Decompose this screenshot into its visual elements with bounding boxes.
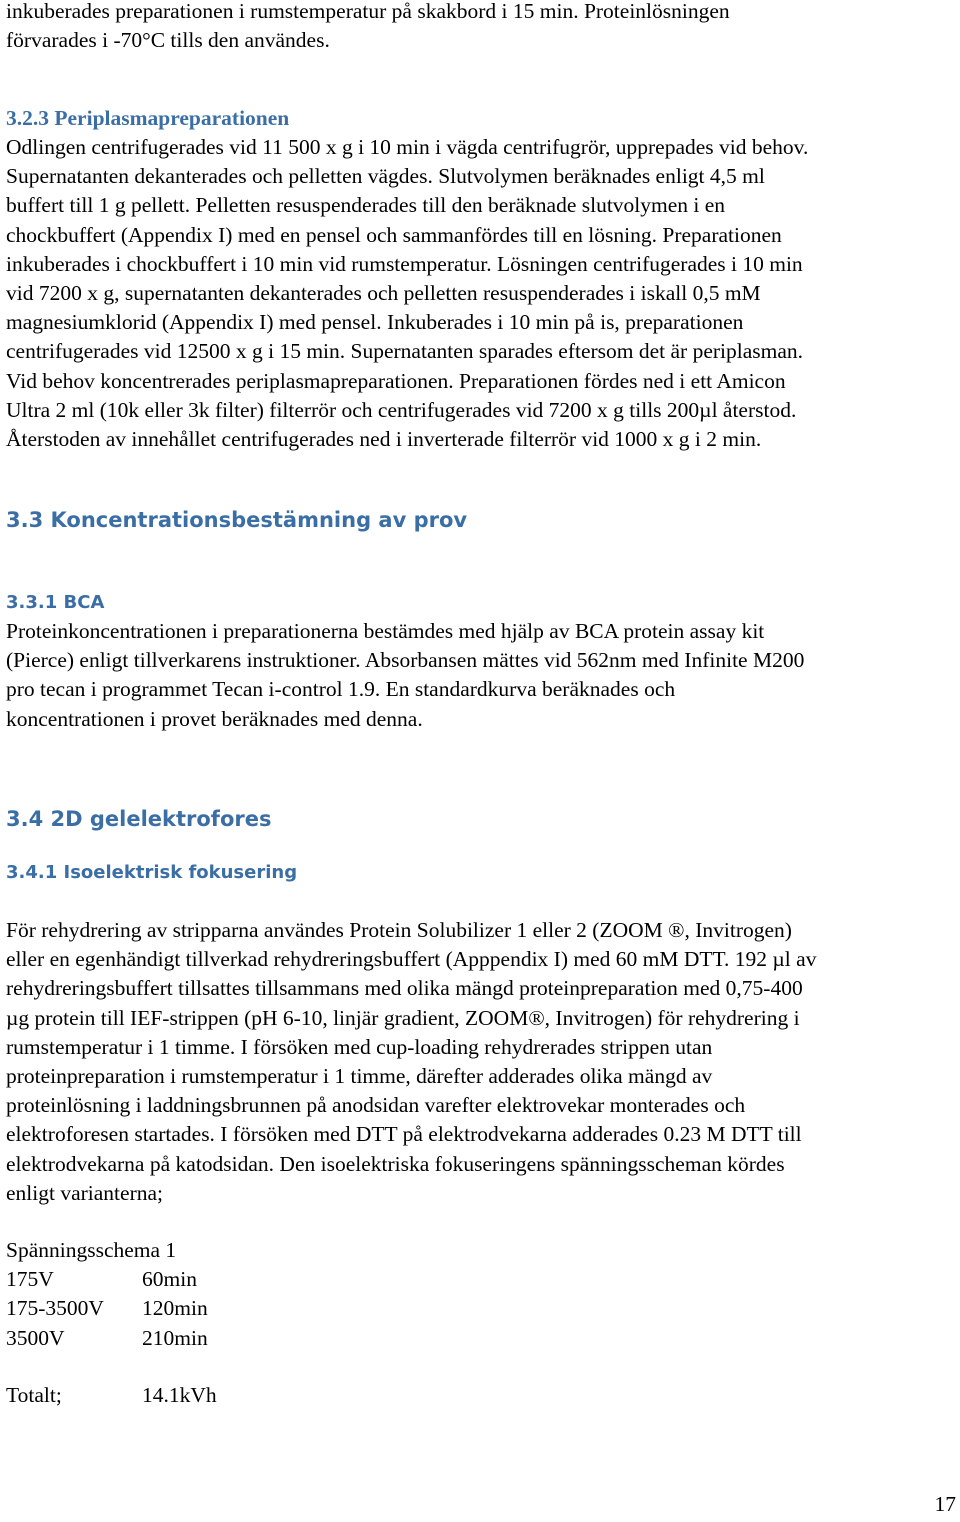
total-value: 14.1kVh (142, 1383, 217, 1407)
schedule-voltage: 3500V (6, 1325, 65, 1350)
text-line: elektrodvekarna på katodsidan. Den isoelektriska fokuseringens spänningsscheman kördes (6, 1151, 785, 1176)
schedule-total (6, 1381, 956, 1410)
text-line: koncentrationen i provet beräknades med denna. (6, 706, 423, 731)
section-3-4 (6, 805, 956, 834)
schedule-time: 60min (142, 1267, 197, 1292)
schedule-voltage: 175-3500V (6, 1296, 104, 1321)
text-line: Återstoden av innehållet centrifugerades ned i inverterade filterrör vid 1000 x g i 2 min. (6, 427, 762, 452)
schedule-time: 210min (142, 1325, 208, 1350)
text-line: magnesiumklorid (Appendix I) med pensel. Inkuberades i 10 min på is, preparationen (6, 310, 744, 335)
text-line: inkuberades preparationen i rumstemperatur på skakbord i 15 min. Proteinlösningen (6, 0, 730, 23)
text-line: pro tecan i programmet Tecan i-control 1.9. En standardkurva beräknades och (6, 677, 676, 702)
section-heading: 3.3.1 BCA (6, 592, 105, 613)
text-line: rehydreringsbuffert tillsattes tillsammans med olika mängd proteinpreparation med 0,75-400 (6, 976, 803, 1001)
section-heading: 3.2.3 Periplasmapreparationen (6, 106, 290, 130)
text-line: Vid behov koncentrerades periplasmapreparationen. Preparationen fördes ned i ett Amicon (6, 368, 786, 393)
section-3-2-3 (6, 104, 956, 454)
intro-paragraph (6, 0, 956, 55)
section-3-3-1 (6, 588, 956, 734)
text-line: Proteinkoncentrationen i preparationerna bestämdes med hjälp av BCA protein assay kit (6, 619, 765, 643)
schedule-row (6, 1294, 956, 1323)
text-line: buffert till 1 g pellett. Pelletten resuspenderades till den beräknade slutvolymen i en (6, 193, 726, 218)
text-line: (Pierce) enligt tillverkarens instruktioner. Absorbansen mättes vid 562nm med Infinite M200 (6, 648, 805, 673)
text-line: vid 7200 x g, supernatanten dekanterades och pelletten resuspenderades i iskall 0,5 mM (6, 281, 761, 306)
schedule-row (6, 1324, 956, 1353)
section-3-4-1-body (6, 916, 956, 1208)
voltage-schedule (6, 1236, 956, 1353)
text-line: centrifugerades vid 12500 x g i 15 min. Supernatanten sparades eftersom det är periplasman. (6, 339, 804, 364)
text-line: enligt varianterna; (6, 1180, 163, 1205)
text-line: Supernatanten dekanterades och pelletten vägdes. Slutvolymen beräknades enligt 4,5 ml (6, 164, 765, 189)
text-line: inkuberades i chockbuffert i 10 min vid rumstemperatur. Lösningen centrifugerades i 10 min (6, 251, 803, 276)
section-3-4-1-heading (6, 858, 956, 887)
text-line: µg protein till IEF-strippen (pH 6-10, linjär gradient, ZOOM®, Invitrogen) för rehydrering i (6, 1005, 800, 1030)
text-line: proteinlösning i laddningsbrunnen på anodsidan varefter elektrovekar monterades och (6, 1093, 746, 1118)
total-label: Totalt; (6, 1383, 62, 1407)
text-line: förvarades i -70°C tills den användes. (6, 28, 330, 53)
schedule-row (6, 1265, 956, 1294)
schedule-voltage: 175V (6, 1267, 54, 1292)
section-heading: 3.4.1 Isoelektrisk fokusering (6, 862, 298, 883)
text-line: chockbuffert (Appendix I) med en pensel och sammanfördes till en lösning. Preparationen (6, 222, 782, 247)
text-line: Ultra 2 ml (10k eller 3k filter) filterrör och centrifugerades vid 7200 x g tills 200µl återstod. (6, 397, 797, 422)
text-line: rumstemperatur i 1 timme. I försöken med cup-loading rehydrerades strippen utan (6, 1034, 713, 1059)
text-line: Odlingen centrifugerades vid 11 500 x g i 10 min i vägda centrifugrör, upprepades vid behov. (6, 135, 809, 159)
section-heading: 3.3 Koncentrationsbestämning av prov (6, 508, 468, 532)
text-line: elektroforesen startades. I försöken med DTT på elektrodvekarna adderades 0.23 M DTT till (6, 1122, 802, 1147)
text-line: eller en egenhändigt tillverkad rehydreringsbuffert (Apppendix I) med 60 mM DTT. 192 µl av (6, 947, 817, 972)
text-line: proteinpreparation i rumstemperatur i 1 timme, därefter adderades olika mängd av (6, 1064, 713, 1089)
section-3-3 (6, 506, 956, 535)
section-heading: 3.4 2D gelelektrofores (6, 807, 272, 831)
page-number: 17 (934, 1492, 956, 1516)
schedule-title: Spänningsschema 1 (6, 1238, 177, 1262)
schedule-time: 120min (142, 1296, 208, 1321)
schedule-total-row (6, 1381, 956, 1410)
text-line: För rehydrering av stripparna användes Protein Solubilizer 1 eller 2 (ZOOM ®, Invitrogen) (6, 918, 792, 942)
